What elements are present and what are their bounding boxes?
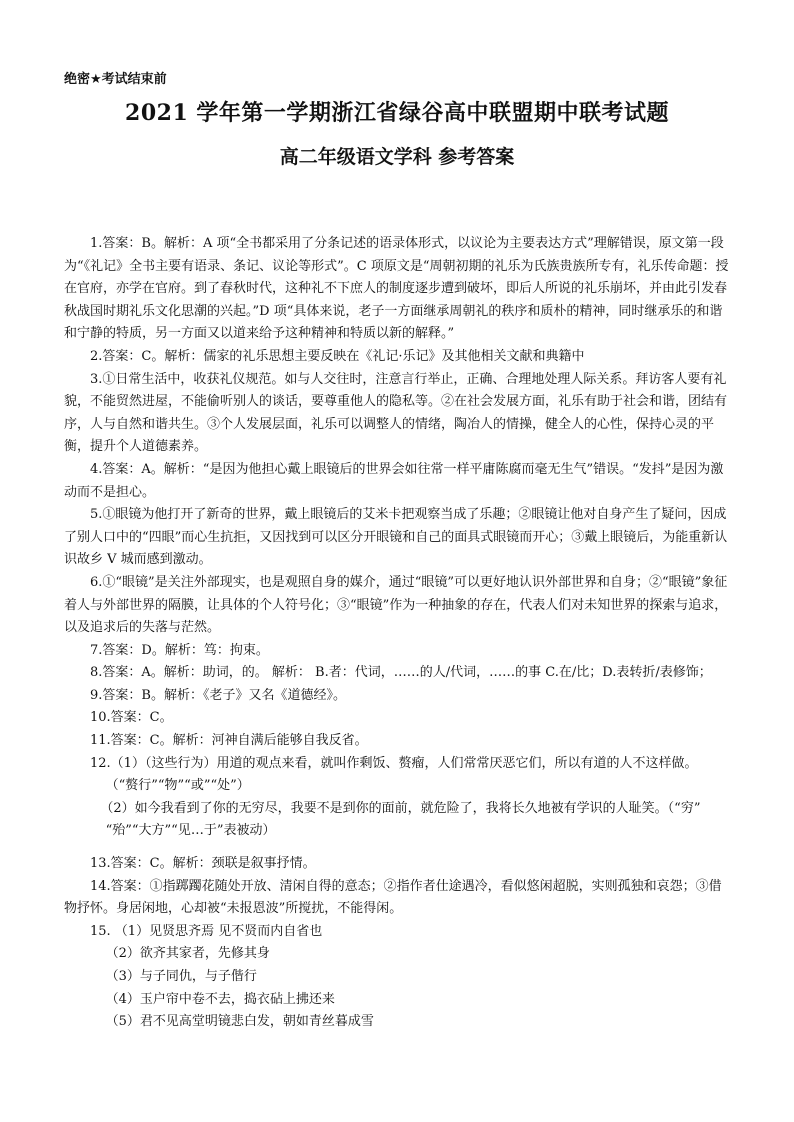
exam-subtitle: 高二年级语文学科 参考答案 — [279, 146, 515, 168]
answer-3: 3.①日常生活中，收获礼仪规范。如与人交往时，注意言行举止，正确、合理地处理人际关系。拜访客人要有礼貌，不能贸然进屋，不能偷听别人的谈话，要尊重他人的隐私等。②在社会发展方面，礼乐有助于社会和谐，团结有序，人与自然和谐共生。③个人发展层面，礼乐可以调整人的情绪，陶冶人的情操，健全人的心性，保持心灵的平衡，提升个人道德素养。 — [64, 371, 728, 455]
answer-7: 7.答案：D。解析：笃：拘束。 — [90, 642, 269, 658]
answer-9: 9.答案：B。解析：《老子》又名《道德经》。 — [90, 687, 346, 703]
spacer — [64, 843, 734, 853]
answer-1: 1.答案：B。解析：A 项“全书都采用了分条记述的语录体形式，以议论为主要表达方式”理解错误，原文第一段为“《礼记》全书主要有语录、条记、议论等形式”。C 项原文是“周朝初期的礼乐为氏族贵族所专有，礼乐传命题：授在官府，亦学在官府。到了春秋时代，这种礼不下庶人的制度逐步遭到破坏，即后人所说的礼乐崩坏，并由此引发春秋战国时期礼乐文化思潮的兴起。”D 项“具体来说，老子一方面继承周朝礼的秩序和质朴的精神，同时继承乐的和谐和宁静的特质，另一方面又以道来给予这种精神和特质以新的解释。” — [64, 236, 729, 342]
answer-4: 4.答案：A。解析：“是因为他担心戴上眼镜后的世界会如往常一样平庸陈腐而毫无生气”错误。“发抖”是因为激动而不是担心。 — [64, 461, 724, 500]
answer-5: 5.①眼镜为他打开了新奇的世界，戴上眼镜后的艾米卡把观察当成了乐趣；②眼镜让他对自身产生了疑问，因成了别人口中的“四眼”而心生抗拒，又因找到可以区分开眼镜和自己的面具式眼镜而开心；③戴上眼镜后，为能重新认识故乡 V 城而感到激动。 — [64, 507, 728, 568]
answer-12-part1: 12.（1）（这些行为）用道的观点来看，就叫作剩饭、赘瘤，人们常常厌恶它们，所以有道的人不这样做。 — [90, 755, 698, 771]
answer-12-part2: （2）如今我看到了你的无穷尽，我要不是到你的面前，就危险了，我将长久地被有学识的人耻笑。（“穷” — [100, 800, 701, 816]
answer-body — [64, 233, 734, 1034]
answer-13: 13.答案：C。解析：颈联是叙事抒情。 — [90, 856, 316, 872]
answer-15-item-5: （5）君不见高堂明镜悲白发，朝如青丝暮成雪 — [105, 1014, 374, 1030]
confidential-mark: 绝密★考试结束前 — [64, 72, 167, 87]
answer-14: 14.答案：①指踯躅花随处开放、清闲自得的意态；②指作者仕途遇冷，看似悠闲超脱，实则孤独和哀怨；③借物抒怀。身居闲地，心却被“未报恩波”所搅扰，不能得闲。 — [64, 878, 722, 917]
answer-10: 10.答案：C。 — [90, 710, 173, 726]
answer-6: 6.①“眼镜”是关注外部现实，也是观照自身的媒介，通过“眼镜”可以更好地认识外部世界和自身；②“眼镜”象征着人与外部世界的隔膜，让具体的个人符号化；③“眼镜”作为一种抽象的存在，代表人们对未知世界的探索与追求，以及追求后的失落与茫然。 — [64, 574, 728, 636]
answer-15-item-2: （2）欲齐其家者，先修其身 — [105, 946, 270, 962]
answer-12-part2-note: “殆”“大方”“见…于”表被动） — [105, 823, 276, 839]
answer-15-item-4: （4）玉户帘中卷不去，捣衣砧上拂还来 — [105, 991, 335, 1007]
answer-11: 11.答案：C。解析：河神自满后能够自我反省。 — [90, 733, 368, 749]
answer-2: 2.答案：C。解析：儒家的礼乐思想主要反映在《礼记·乐记》及其他相关文献和典籍中 — [90, 348, 585, 364]
exam-title: 2021 学年第一学期浙江省绿谷高中联盟期中联考试题 — [125, 100, 669, 126]
answer-12-part1-note: （“赘行”“物”“或”“处”） — [105, 778, 250, 794]
answer-8: 8.答案：A。解析：助词，的。 解析： B.者：代词，……的人/代词，……的事 C.在/比；D.表转折/表修饰； — [90, 665, 712, 681]
answer-15-head: 15. （1）见贤思齐焉 见不贤而内自省也 — [90, 923, 323, 939]
answer-15-item-3: （3）与子同仇，与子偕行 — [105, 969, 257, 984]
